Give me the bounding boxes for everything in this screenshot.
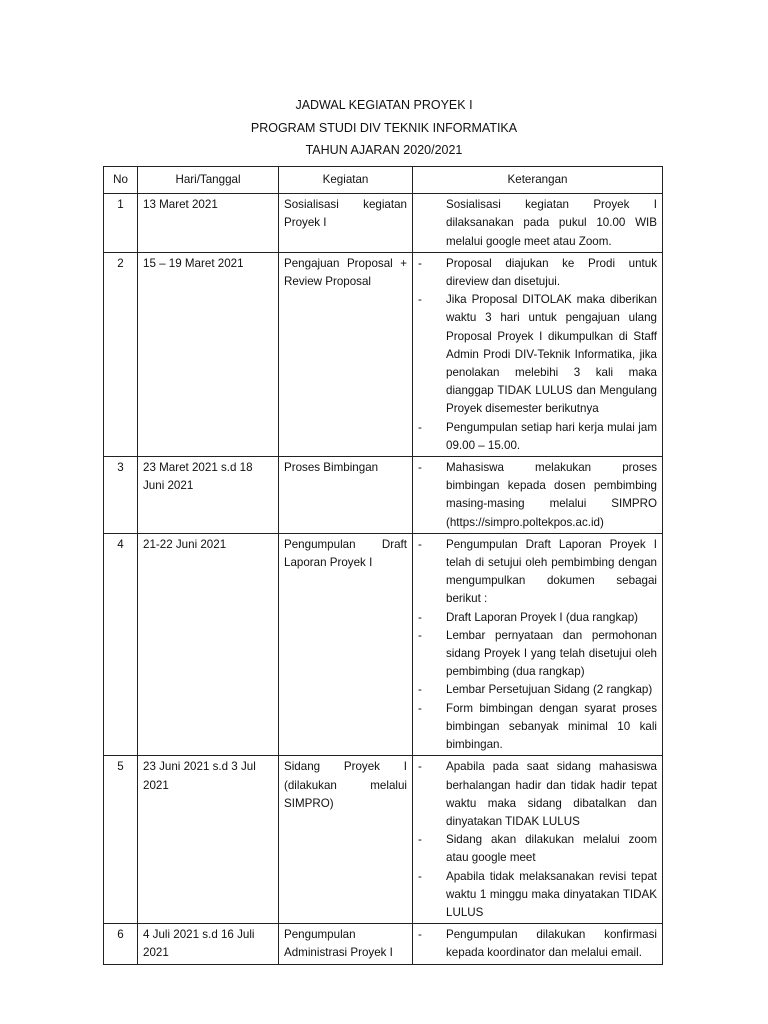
row-number: 6 <box>104 924 138 964</box>
row-activity: Proses Bimbingan <box>279 457 413 534</box>
list-item <box>418 419 657 455</box>
title-line-2: PROGRAM STUDI DIV TEKNIK INFORMATIKA <box>250 120 518 135</box>
list-item <box>418 196 657 251</box>
note-text: Lembar Persetujuan Sidang (2 rangkap) <box>446 683 653 697</box>
note-text: Draft Laporan Proyek I (dua rangkap) <box>446 610 639 624</box>
table-row <box>104 756 663 924</box>
row-date: 4 Juli 2021 s.d 16 Juli 2021 <box>138 924 279 964</box>
row-notes <box>413 756 663 924</box>
header-no: No <box>104 167 138 194</box>
note-text: Apabila pada saat sidang mahasiswa berhalangan hadir dan tidak hadir tepat waktu maka sidang dibatalkan dan dinyatakan TIDAK LULUS <box>446 760 657 828</box>
row-date: 15 – 19 Maret 2021 <box>138 252 279 456</box>
note-text: Apabila tidak melaksanakan revisi tepat waktu 1 minggu maka dinyatakan TIDAK LULUS <box>446 869 657 919</box>
dash-bullet: - <box>418 537 422 551</box>
row-activity: Pengumpulan Draft Laporan Proyek I <box>279 533 413 755</box>
list-item <box>418 255 657 291</box>
notes-list <box>418 758 657 922</box>
list-item <box>418 758 657 831</box>
row-date: 21-22 Juni 2021 <box>138 533 279 755</box>
note-text: Jika Proposal DITOLAK maka diberikan waktu 3 hari untuk pengajuan ulang Proposal Proyek I dikumpulkan di Staff Admin Prodi DIV-Teknik Informatika, jika penolakan melebihi 3 kali maka dianggap TIDAK LULUS dan Mengulang Proyek disemester berikutnya <box>446 293 657 416</box>
table-row <box>104 194 663 253</box>
note-text: Lembar pernyataan dan permohonan sidang Proyek I yang telah disetujui oleh pembimbing (dua rangkap) <box>446 628 657 679</box>
note-text: Pengumpulan dilakukan konfirmasi kepada koordinator dan melalui email. <box>446 928 657 960</box>
dash-bullet: - <box>418 420 422 434</box>
row-date: 23 Maret 2021 s.d 18 Juni 2021 <box>138 457 279 534</box>
row-date: 13 Maret 2021 <box>138 194 279 253</box>
note-text: Sidang akan dilakukan melalui zoom atau google meet <box>446 833 657 865</box>
note-text: Pengumpulan Draft Laporan Proyek I telah di setujui oleh pembimbing dengan mengumpulkan dokumen sebagai berikut : <box>446 537 657 606</box>
list-item <box>418 681 657 699</box>
row-activity: Pengajuan Proposal + Review Proposal <box>279 252 413 456</box>
dash-bullet: - <box>418 928 422 942</box>
header-date: Hari/Tanggal <box>138 167 279 194</box>
row-notes <box>413 924 663 964</box>
dash-bullet: - <box>418 683 422 697</box>
table-body <box>104 194 663 964</box>
note-text: Form bimbingan dengan syarat proses bimbingan sebanyak minimal 10 kali bimbingan. <box>446 701 657 752</box>
row-notes <box>413 533 663 755</box>
note-text: Proposal diajukan ke Prodi untuk direview dan disetujui. <box>446 256 657 289</box>
row-activity: Sosialisasi kegiatan Proyek I <box>279 194 413 253</box>
list-item <box>418 291 657 418</box>
notes-list <box>418 196 657 251</box>
note-text: Sosialisasi kegiatan Proyek I dilaksanakan pada pukul 10.00 WIB melalui google meet atau Zoom. <box>446 198 657 248</box>
table-row <box>104 457 663 534</box>
title-line-1: JADWAL KEGIATAN PROYEK I <box>295 98 473 112</box>
dash-bullet: - <box>418 293 422 307</box>
table-header-row <box>104 167 663 194</box>
schedule-table <box>103 166 663 965</box>
header-activity: Kegiatan <box>279 167 413 194</box>
dash-bullet: - <box>418 869 422 883</box>
list-item <box>418 831 657 867</box>
notes-list <box>418 536 657 754</box>
row-date: 23 Juni 2021 s.d 3 Jul 2021 <box>138 756 279 924</box>
list-item <box>418 536 657 609</box>
dash-bullet: - <box>418 610 422 624</box>
notes-list <box>418 459 657 532</box>
list-item <box>418 609 657 627</box>
notes-list <box>418 255 657 455</box>
notes-list <box>418 926 657 962</box>
title-line-3: TAHUN AJARAN 2020/2021 <box>305 143 463 157</box>
row-number: 1 <box>104 194 138 253</box>
note-text: Pengumpulan setiap hari kerja mulai jam 09.00 – 15.00. <box>446 420 657 452</box>
row-number: 2 <box>104 252 138 456</box>
list-item <box>418 868 657 923</box>
row-notes <box>413 194 663 253</box>
dash-bullet: - <box>418 701 422 715</box>
row-activity: Pengumpulan Administrasi Proyek I <box>279 924 413 964</box>
row-activity: Sidang Proyek I (dilakukan melalui SIMPRO) <box>279 756 413 924</box>
dash-bullet: - <box>418 628 422 642</box>
row-notes <box>413 457 663 534</box>
row-number: 3 <box>104 457 138 534</box>
dash-bullet: - <box>418 760 422 774</box>
note-text: Mahasiswa melakukan proses bimbingan kepada dosen pembimbing masing-masing melalui SIMPRO (https://simpro.poltekpos.ac.id) <box>446 461 657 529</box>
list-item <box>418 700 657 755</box>
row-notes <box>413 252 663 456</box>
dash-bullet: - <box>418 833 422 847</box>
list-item <box>418 627 657 682</box>
row-number: 4 <box>104 533 138 755</box>
table-row <box>104 924 663 964</box>
header-notes: Keterangan <box>413 167 663 194</box>
table-row <box>104 533 663 755</box>
list-item <box>418 926 657 962</box>
table-row <box>104 252 663 456</box>
row-number: 5 <box>104 756 138 924</box>
document-title-block <box>0 94 768 162</box>
dash-bullet: - <box>418 461 422 475</box>
list-item <box>418 459 657 532</box>
dash-bullet: - <box>418 256 422 270</box>
